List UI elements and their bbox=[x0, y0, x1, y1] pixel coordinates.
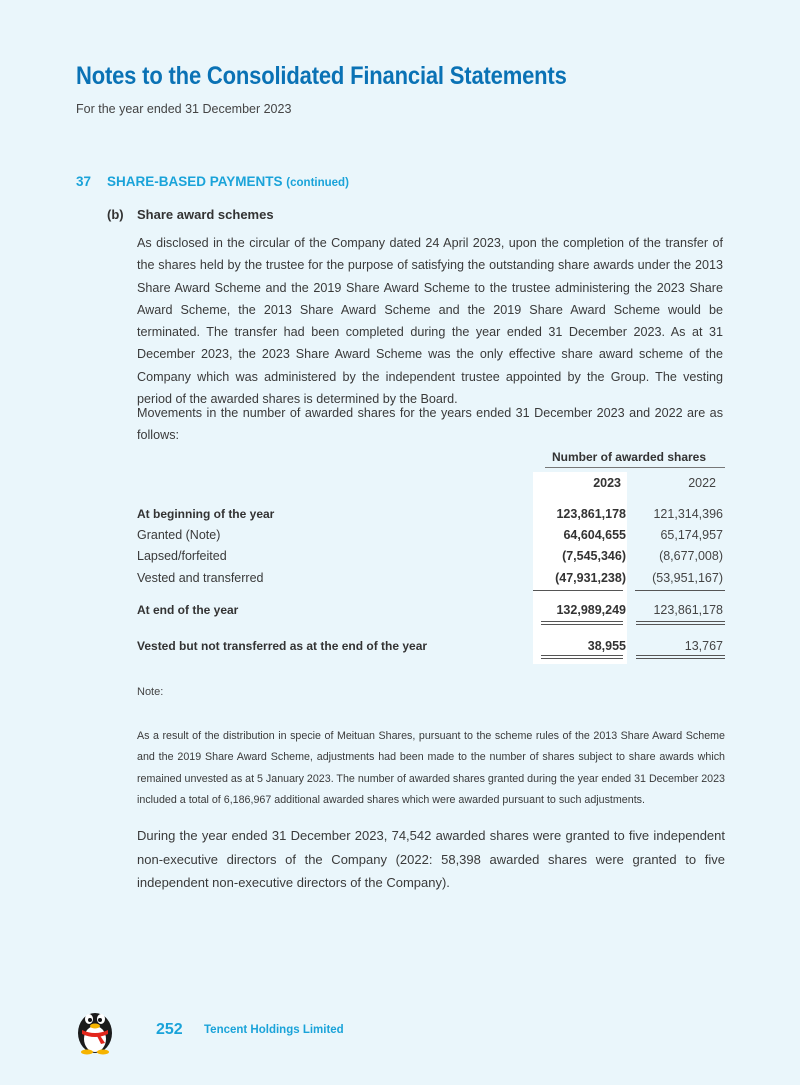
value-2022: (8,677,008) bbox=[659, 549, 723, 563]
company-name: Tencent Holdings Limited bbox=[204, 1024, 344, 1036]
table-group-header: Number of awarded shares bbox=[551, 450, 707, 464]
page-number: 252 bbox=[156, 1021, 183, 1038]
subsection-heading bbox=[107, 207, 274, 222]
value-2022: 121,314,396 bbox=[653, 507, 723, 521]
row-label: At end of the year bbox=[137, 603, 239, 617]
section-continued: (continued) bbox=[286, 177, 349, 189]
subsection-label: (b) bbox=[107, 207, 124, 222]
row-label: Lapsed/forfeited bbox=[137, 549, 227, 563]
value-2023: (7,545,346) bbox=[562, 549, 626, 563]
value-2022: 123,861,178 bbox=[653, 603, 723, 617]
subtotal-rule-2023 bbox=[533, 590, 623, 591]
value-2023: 123,861,178 bbox=[556, 507, 626, 521]
table-row bbox=[137, 549, 727, 567]
table-row bbox=[137, 603, 727, 621]
current-year-column-highlight bbox=[533, 472, 627, 664]
total-double-rule-2022 bbox=[636, 655, 725, 659]
table-row bbox=[137, 507, 727, 525]
value-2022: (53,951,167) bbox=[652, 571, 723, 585]
section-title: SHARE-BASED PAYMENTS bbox=[107, 174, 283, 189]
row-label: At beginning of the year bbox=[137, 507, 275, 521]
total-double-rule-2023 bbox=[541, 655, 623, 659]
column-header-2022: 2022 bbox=[688, 476, 716, 490]
note-title: Note: bbox=[137, 686, 164, 698]
value-2023: (47,931,238) bbox=[555, 571, 626, 585]
note-body: As a result of the distribution in specie of Meituan Shares, pursuant to the scheme rules of the 2013 Share Award Scheme and the 2019 Share Award Scheme, adjustments had been made to the number of shares subject to share awards which remained unvested as at 5 January 2023. The number of awarded shares granted during the year ended 31 December 2023 included a total of 6,186,967 additional awarded shares which were awarded pursuant to such adjustments. bbox=[137, 730, 725, 806]
table-row bbox=[137, 528, 727, 546]
value-2023: 64,604,655 bbox=[563, 528, 626, 542]
subsection-title: Share award schemes bbox=[137, 207, 274, 222]
page-title: Notes to the Consolidated Financial Statements bbox=[76, 62, 567, 90]
penguin-mascot-icon bbox=[74, 1003, 116, 1055]
intro-paragraph: As disclosed in the circular of the Company dated 24 April 2023, upon the completion of the transfer of the shares held by the trustee for the purpose of satisfying the outstanding share awards under the 2013 Share Award Scheme and the 2019 Share Award Scheme to the trustee administering the 2023 Share Award Scheme, the 2013 Share Award Scheme and the 2019 Share Award Scheme would be terminated. The transfer had been completed during the year ended 31 December 2023. As at 31 December 2023, the 2023 Share Award Scheme was the only effective share award scheme of the Company which was administered by the independent trustee appointed by the Group. The vesting period of the awarded shares is determined by the Board. bbox=[137, 236, 723, 407]
table-row bbox=[137, 571, 727, 589]
table-header-rule bbox=[545, 467, 725, 468]
closing-paragraph: During the year ended 31 December 2023, 74,542 awarded shares were granted to five independent non-executive directors of the Company (2022: 58,398 awarded shares were granted to five independent non-executive directors of the Company). bbox=[137, 828, 725, 890]
section-number: 37 bbox=[76, 174, 92, 189]
row-label: Granted (Note) bbox=[137, 528, 221, 542]
value-2022: 65,174,957 bbox=[660, 528, 723, 542]
value-2023: 132,989,249 bbox=[556, 603, 626, 617]
subtotal-rule-2022 bbox=[635, 590, 725, 591]
value-2022: 13,767 bbox=[684, 639, 723, 653]
column-header-2023: 2023 bbox=[593, 476, 621, 490]
total-double-rule-2022 bbox=[636, 621, 725, 625]
value-2023: 38,955 bbox=[587, 639, 626, 653]
total-double-rule-2023 bbox=[541, 621, 623, 625]
movements-paragraph: Movements in the number of awarded shares for the years ended 31 December 2023 and 2022 are as follows: bbox=[137, 406, 723, 443]
row-label: Vested and transferred bbox=[137, 571, 264, 585]
section-heading bbox=[76, 174, 349, 189]
page-subtitle: For the year ended 31 December 2023 bbox=[76, 102, 292, 116]
row-label: Vested but not transferred as at the end of the year bbox=[137, 639, 428, 653]
